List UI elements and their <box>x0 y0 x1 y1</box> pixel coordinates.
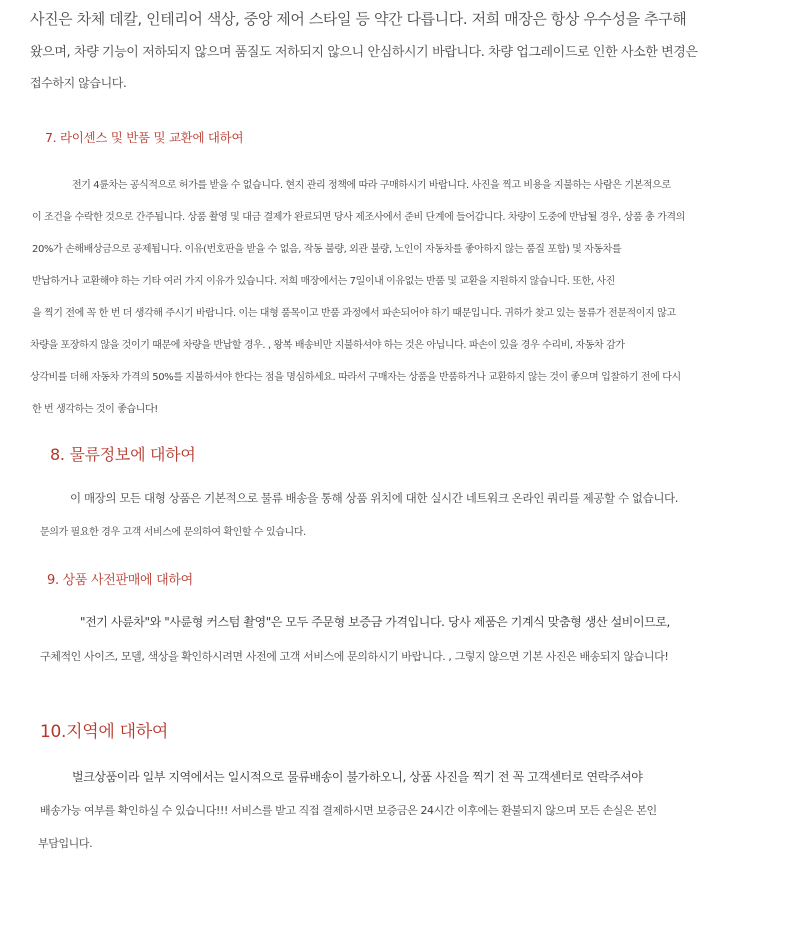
section-10-line-2: 배송가능 여부를 확인하실 수 있습니다!!! 서비스를 받고 직접 결제하시면 보증금은 24시간 이후에는 환불되지 않으며 모든 손실은 본인 <box>40 804 657 817</box>
section-9-line-2: 구체적인 사이즈, 모델, 색상을 확인하시려면 사전에 고객 서비스에 문의하시기 바랍니다. , 그렇지 않으면 기본 사진은 배송되지 않습니다! <box>40 650 669 663</box>
section-7-line-5: 을 찍기 전에 꼭 한 번 더 생각해 주시기 바랍니다. 이는 대형 품목이고 반품 과정에서 파손되어야 하기 때문입니다. 귀하가 찾고 있는 물류가 전문적이지 않고 <box>32 308 676 319</box>
section-7-line-4: 반납하거나 교환해야 하는 기타 여러 가지 이유가 있습니다. 저희 매장에서는 7일이내 이유없는 반품 및 교환을 지원하지 않습니다. 또한, 사진 <box>32 276 615 287</box>
intro-line-3: 접수하지 않습니다. <box>30 76 127 90</box>
section-7-line-2: 이 조건을 수락한 것으로 간주됩니다. 상품 촬영 및 대금 결제가 완료되면 당사 제조사에서 준비 단계에 들어갑니다. 차량이 도중에 반납될 경우, 상품 총 가격의 <box>32 212 685 223</box>
section-7-line-6: 차량을 포장하지 않을 것이기 때문에 차량을 반납할 경우. , 왕복 배송비만 지불하셔야 하는 것은 아닙니다. 파손이 있을 경우 수리비, 자동차 감가 <box>30 340 625 351</box>
section-9-line-1: "전기 사륜차"와 "사륜형 커스텀 촬영"은 모두 주문형 보증금 가격입니다. 당사 제품은 기계식 맞춤형 생산 설비이므로, <box>80 615 670 629</box>
section-7-line-3: 20%가 손해배상금으로 공제됩니다. 이유(번호판을 받을 수 없음, 작동 불량, 외관 불량, 노인이 자동차를 좋아하지 않는 품질 포함) 및 자동차를 <box>32 244 622 255</box>
section-7-line-8: 한 번 생각하는 것이 좋습니다! <box>32 404 158 415</box>
section-10-line-1: 벌크상품이라 일부 지역에서는 일시적으로 물류배송이 불가하오니, 상품 사진을 찍기 전 꼭 고객센터로 연락주셔야 <box>72 770 643 784</box>
section-9-heading: 9. 상품 사전판매에 대하여 <box>47 573 193 588</box>
intro-line-2: 왔으며, 차량 기능이 저하되지 않으며 품질도 저하되지 않으니 안심하시기 바랍니다. 차량 업그레이드로 인한 사소한 변경은 <box>30 45 698 60</box>
section-7-line-1: 전기 4륜차는 공식적으로 허가를 받을 수 없습니다. 현지 관리 정책에 따라 구매하시기 바랍니다. 사진을 찍고 비용을 지불하는 사람은 기본적으로 <box>72 180 671 191</box>
section-8-line-1: 이 매장의 모든 대형 상품은 기본적으로 물류 배송을 통해 상품 위치에 대한 실시간 네트워크 온라인 쿼리를 제공할 수 없습니다. <box>70 491 679 505</box>
section-10-heading: 10.지역에 대하여 <box>40 722 168 742</box>
section-8-line-2: 문의가 필요한 경우 고객 서비스에 문의하여 확인할 수 있습니다. <box>40 527 306 538</box>
section-10-line-3: 부담입니다. <box>38 837 93 850</box>
section-7-heading: 7. 라이센스 및 반품 및 교환에 대하여 <box>45 130 244 145</box>
intro-line-1: 사진은 차체 데칼, 인테리어 색상, 중앙 제어 스타일 등 약간 다릅니다. 저희 매장은 항상 우수성을 추구해 <box>30 10 687 28</box>
section-8-heading: 8. 물류정보에 대하여 <box>50 445 196 464</box>
section-7-line-7: 상각비를 더해 자동차 가격의 50%를 지불하셔야 한다는 점을 명심하세요. 따라서 구매자는 상품을 반품하거나 교환하지 않는 것이 좋으며 입찰하기 전에 다시 <box>30 372 681 383</box>
